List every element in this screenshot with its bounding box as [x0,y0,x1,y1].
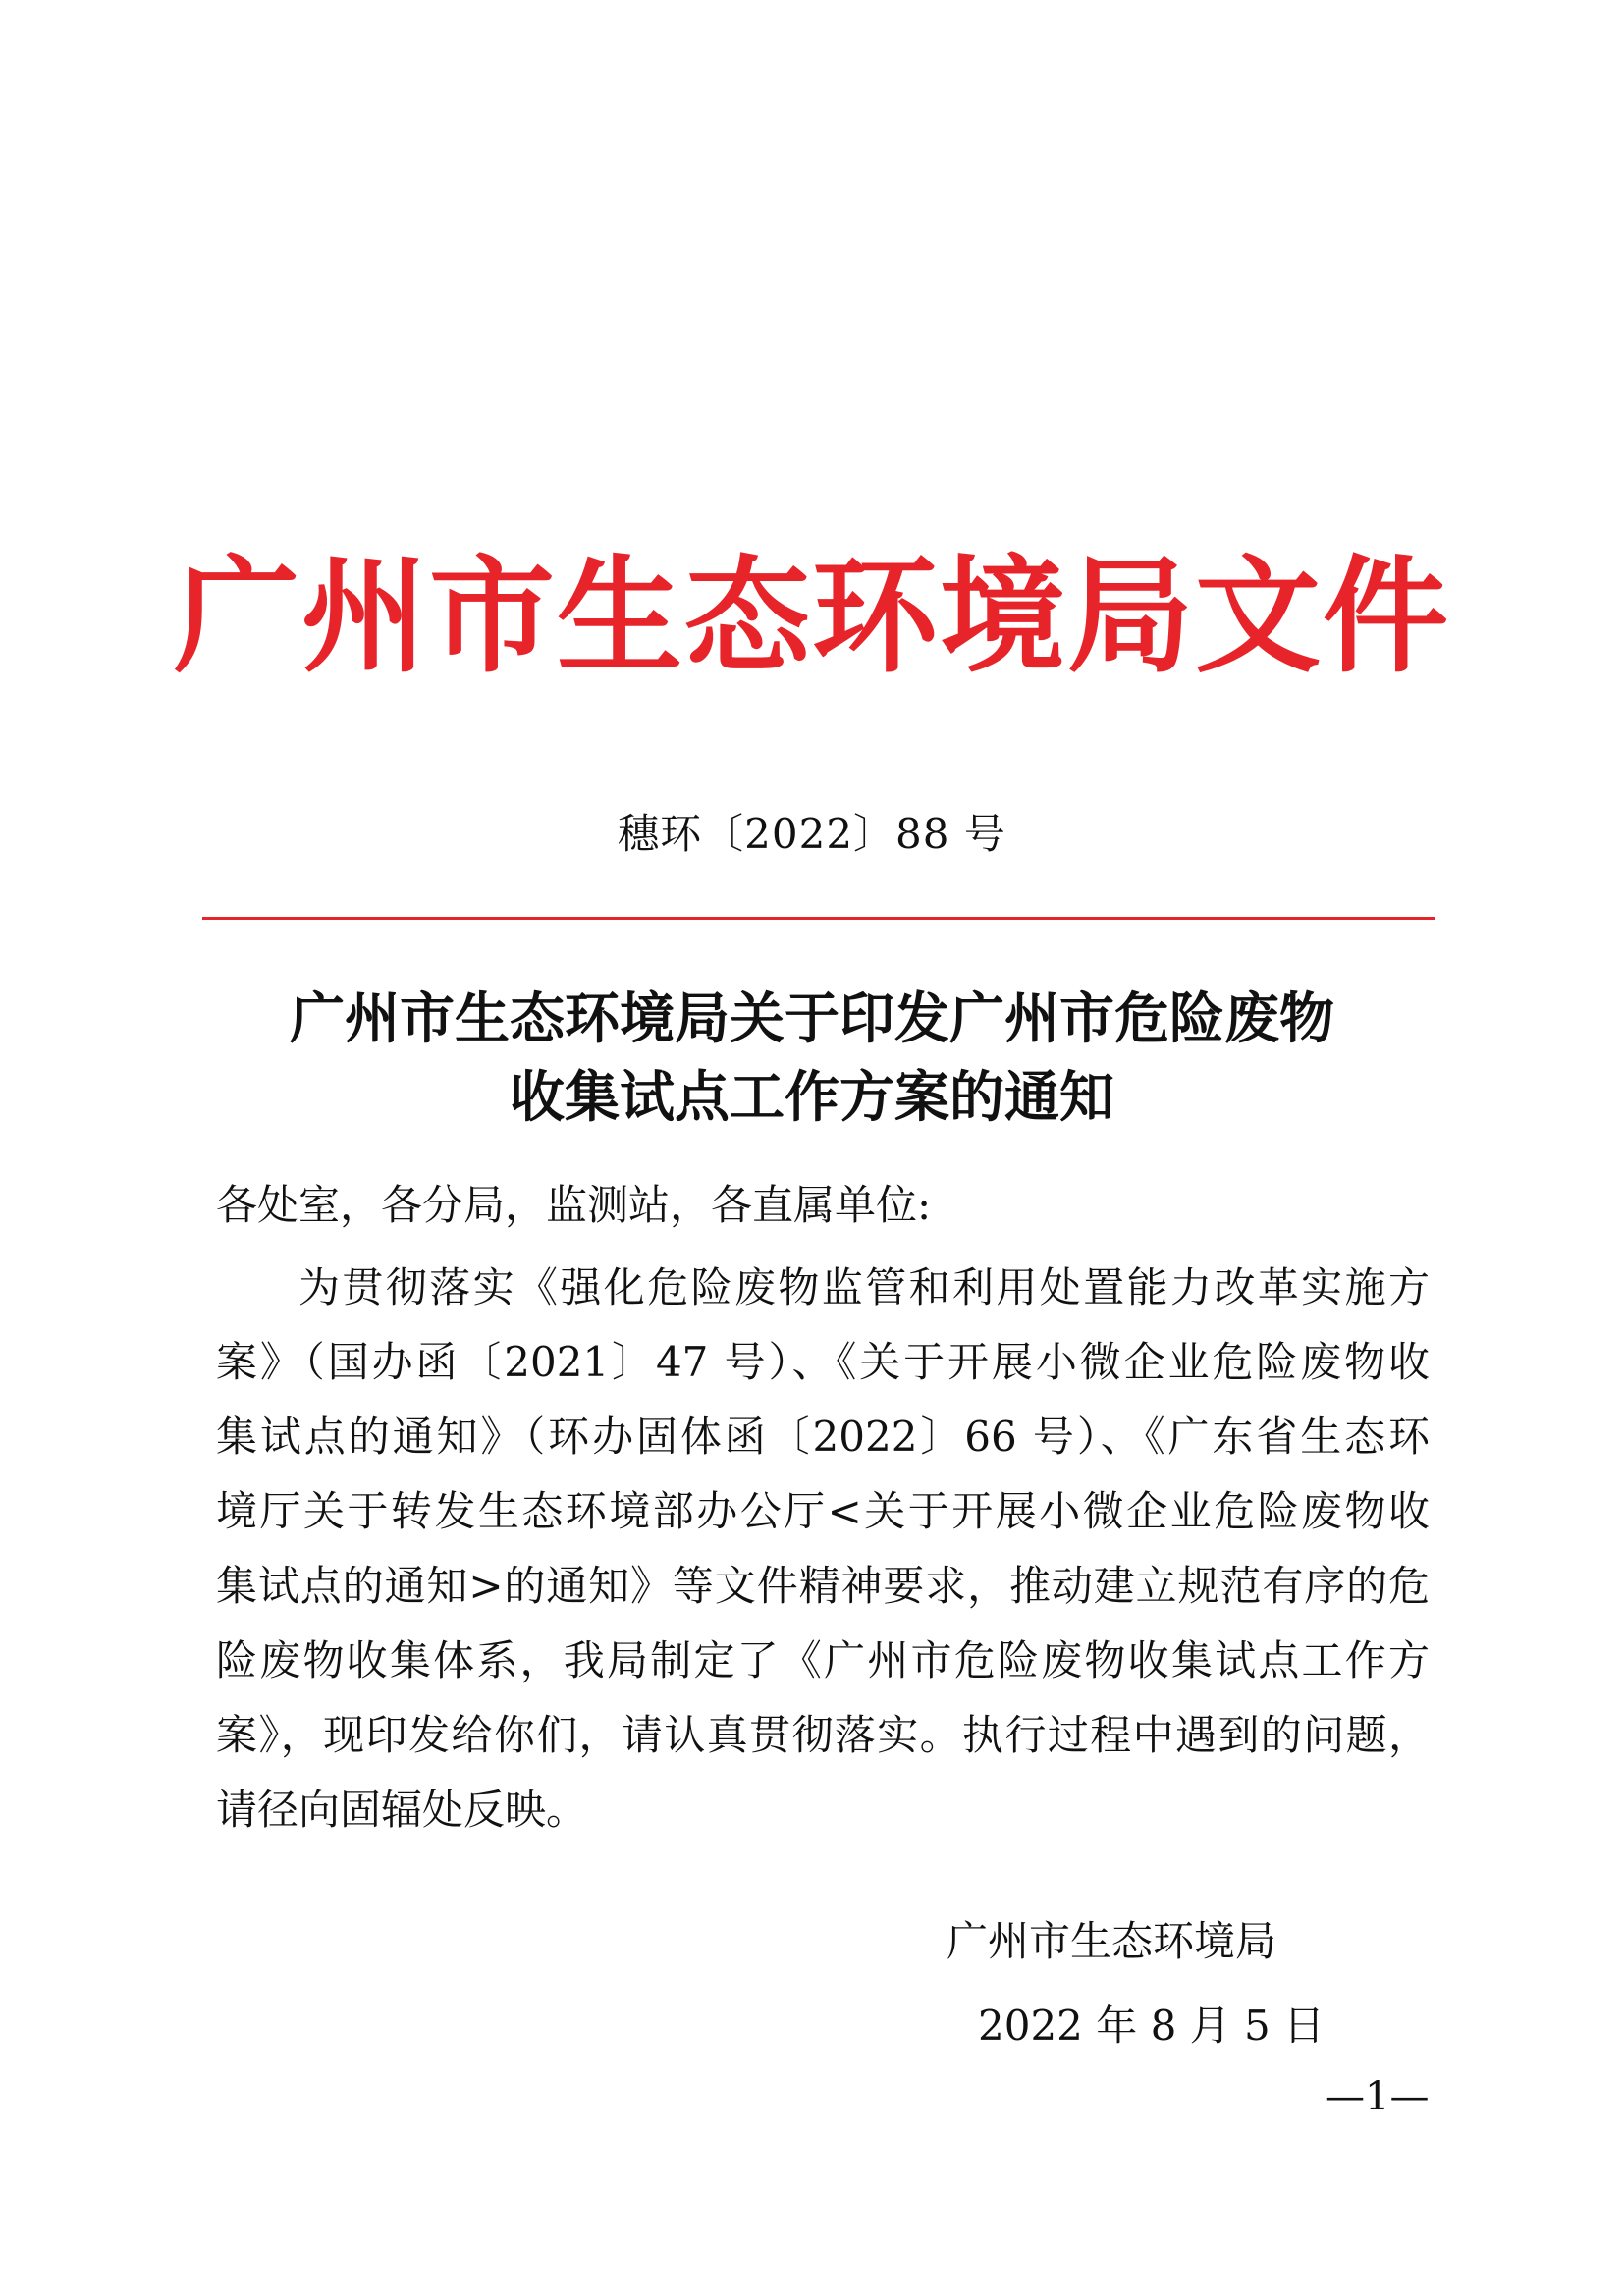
body-line-8: 请径向固辐处反映。 [216,1786,588,1834]
document-title-line-1: 广州市生态环境局关于印发广州市危险废物 [290,987,1334,1051]
body-line-5: 集试点的通知>的通知》等文件精神要求，推动建立规范有序的危 [216,1562,1430,1610]
body-line-2: 案》（国办函〔2021〕47 号）、《关于开展小微企业危险废物收 [216,1338,1430,1386]
body-line-3: 集试点的通知》（环办固体函〔2022〕66 号）、《广东省生态环 [216,1413,1430,1461]
signature-date: 2022 年 8 月 5 日 [978,2002,1326,2050]
document-number: 穗环〔2022〕88 号 [618,810,1006,858]
body-line-1: 为贯彻落实《强化危险废物监管和利用处置能力改革实施方 [298,1263,1430,1311]
masthead-title: 广州市生态环境局文件 [173,543,1450,690]
page-number: —1— [1326,2074,1430,2119]
body-line-7: 案》，现印发给你们，请认真贯彻落实。执行过程中遇到的问题， [216,1711,1430,1759]
salutation: 各处室，各分局，监测站，各直属单位: [216,1181,932,1229]
body-line-6: 险废物收集体系，我局制定了《广州市危险废物收集试点工作方 [216,1636,1430,1684]
red-divider-rule [202,917,1435,920]
document-title-line-2: 收集试点工作方案的通知 [510,1065,1114,1130]
signature-organization: 广州市生态环境局 [947,1917,1277,1965]
body-line-4: 境厅关于转发生态环境部办公厅<关于开展小微企业危险废物收 [216,1487,1430,1535]
